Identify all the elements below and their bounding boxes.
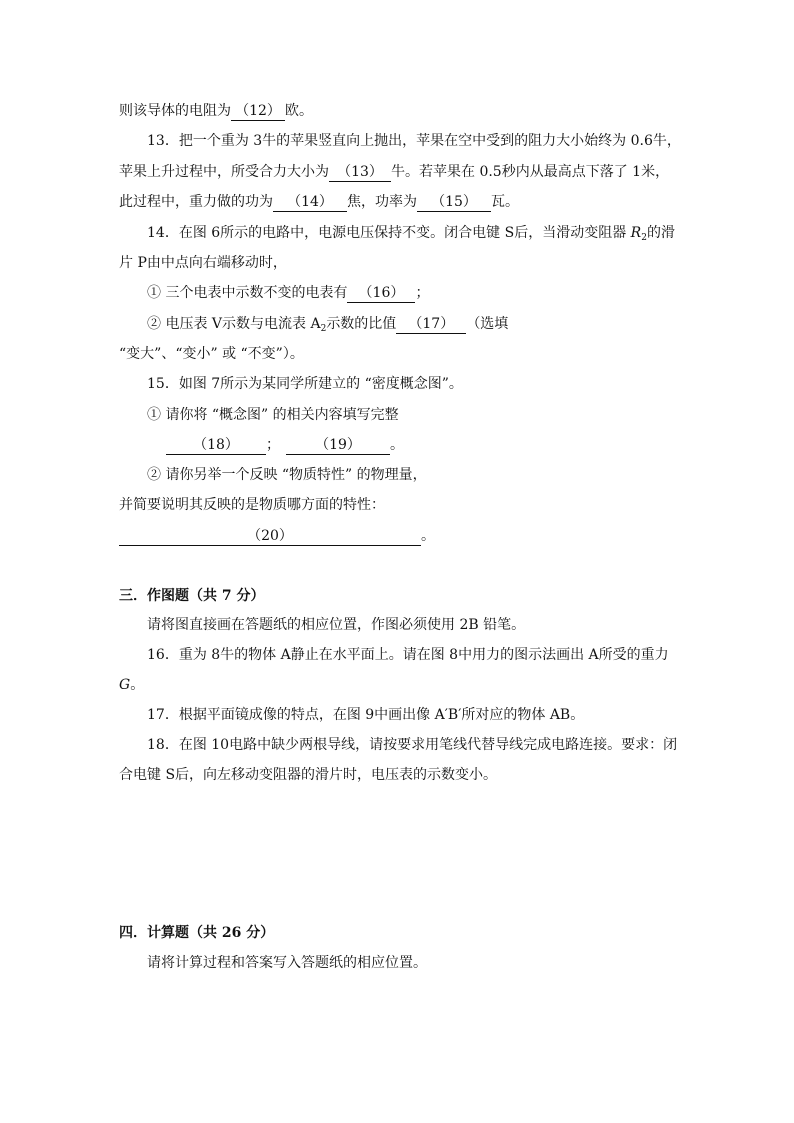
q15-end: 。 — [390, 437, 404, 453]
answer-blank-18: （18） — [166, 437, 266, 455]
r2-symbol: R — [630, 225, 642, 241]
q14-item2-mid: 示数的比值 — [326, 316, 397, 332]
q13-line3 — [119, 192, 519, 212]
answer-blank-16: （16） — [347, 285, 415, 303]
answer-blank-14: （14） — [273, 194, 347, 212]
section4-instruction: 请将计算过程和答案写入答题纸的相应位置。 — [147, 955, 427, 971]
q12-tail-line — [119, 101, 313, 121]
q14-item1-suffix: ； — [415, 285, 430, 301]
q17-line: 17．根据平面镜成像的特点，在图 9中画出像 A′B′所对应的物体 AB。 — [147, 707, 585, 723]
q14-line2: 片 P由中点向右端移动时， — [119, 255, 287, 271]
q14-item1-prefix: ① 三个电表中示数不变的电表有 — [147, 285, 348, 301]
answer-blank-12: （12） — [231, 103, 285, 121]
q18-line1: 18．在图 10电路中缺少两根导线，请按要求用笔线代替导线完成电路连接。要求：闭 — [147, 737, 678, 753]
q13-line2-suffix: 牛。若苹果在 0.5秒内从最高点下落了 1米， — [391, 164, 670, 180]
section3-title: 三．作图题（共 7 分） — [119, 588, 265, 604]
answer-blank-13: （13） — [329, 164, 391, 182]
q13-line1: 13．把一个重为 3牛的苹果竖直向上抛出，苹果在空中受到的阻力大小始终为 0.6牛， — [147, 133, 681, 149]
q14-line1-suffix: 的滑 — [646, 225, 675, 241]
q16-line1: 16．重为 8牛的物体 A静止在水平面上。请在图 8中用力的图示法画出 A所受的重力 — [147, 647, 669, 663]
q14-item2-suffix: （选填 — [466, 316, 509, 332]
q15-item1: ① 请你将 “概念图” 的相关内容填写完整 — [147, 407, 399, 423]
q15-item2-line2: 并简要说明其反映的是物质哪方面的特性： — [119, 497, 385, 513]
q15-separator: ； — [266, 437, 280, 453]
a2-subscript: 2 — [320, 324, 327, 334]
r2-subscript: 2 — [641, 233, 647, 243]
q13-line2 — [119, 162, 669, 182]
q18-line2: 合电键 S后，向左移动变阻器的滑片时，电压表的示数变小。 — [119, 767, 498, 783]
q12-suffix: 欧。 — [285, 103, 313, 119]
gravity-symbol: G — [119, 677, 131, 693]
section4-title: 四．计算题（共 26 分） — [119, 925, 275, 941]
q13-line3-suffix: 瓦。 — [491, 194, 519, 210]
q14-item2-line2: “变大”、“变小” 或 “不变”）。 — [119, 346, 304, 362]
q16-end: 。 — [130, 677, 145, 693]
q13-line2-prefix: 苹果上升过程中，所受合力大小为 — [119, 164, 329, 180]
q14-line1 — [147, 223, 675, 248]
q12-prefix: 则该导体的电阻为 — [119, 103, 231, 119]
answer-blank-15: （15） — [417, 194, 491, 212]
answer-blank-19: （19） — [286, 437, 390, 455]
q14-item2 — [147, 314, 508, 339]
q14-line1-prefix: 14．在图 6所示的电路中，电源电压保持不变。闭合电键 S后，当滑动变阻器 — [147, 225, 631, 241]
q13-line3-prefix: 此过程中，重力做的功为 — [119, 194, 273, 210]
q15-end20: 。 — [421, 528, 435, 544]
q13-line3-mid: 焦，功率为 — [347, 194, 417, 210]
answer-blank-17: （17） — [396, 316, 466, 334]
q16-line2 — [119, 675, 144, 695]
q14-item2-prefix: ② 电压表 V示数与电流表 A — [147, 316, 321, 332]
answer-blank-20: （20） — [119, 528, 421, 546]
q15-blank-20-line — [119, 526, 435, 546]
q15-blanks-18-19 — [166, 435, 404, 455]
section3-instruction: 请将图直接画在答题纸的相应位置，作图必须使用 2B 铅笔。 — [147, 617, 526, 633]
q15-item2: ② 请你另举一个反映 “物质特性” 的物理量， — [147, 467, 427, 483]
q14-item1 — [147, 283, 429, 303]
q15-line1: 15．如图 7所示为某同学所建立的 “密度概念图”。 — [147, 376, 463, 392]
